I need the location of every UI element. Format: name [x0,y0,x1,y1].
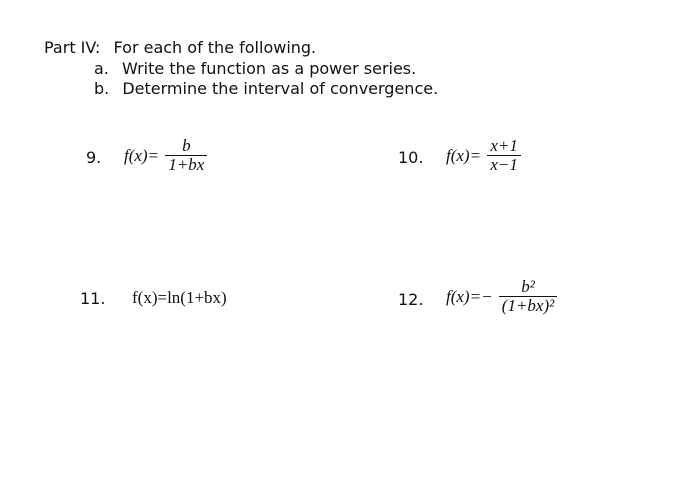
problem-9-fraction [165,137,207,174]
problem-10-denominator: x−1 [487,155,521,174]
problem-number-10: 10. [398,148,424,167]
problem-9-numerator: b [182,136,191,155]
item-a-text: Write the function as a power series. [121,59,417,78]
part-label: Part IV: [44,38,101,57]
problem-11-formula: f(x)=ln(1+bx) [132,288,227,307]
problem-12-numerator: b² [521,277,535,296]
problem-10-numerator: x+1 [490,136,518,155]
problem-9-formula [124,137,207,174]
instruction-item-b [94,79,438,99]
instruction-item-a [94,59,416,79]
problem-12-fraction [499,278,557,315]
item-b-text: Determine the interval of convergence. [122,79,439,98]
instruction-text: For each of the following. [113,38,317,57]
problem-12-denominator: (1+bx)² [499,296,557,315]
problem-12-lhs: f(x)=− [446,286,493,306]
problem-9-denominator: 1+bx [165,155,207,174]
problem-number-11: 11. [80,289,106,308]
item-a-letter: a. [94,59,109,78]
problem-number-9: 9. [86,148,102,167]
problem-10-formula [446,137,521,174]
problem-10-lhs: f(x)= [446,145,482,165]
item-b-letter: b. [94,79,110,98]
problem-9-lhs: f(x)= [124,145,160,165]
problem-10-fraction [487,137,521,174]
problem-12-formula [446,278,557,315]
part-heading [44,38,316,58]
problem-number-12: 12. [398,290,424,309]
